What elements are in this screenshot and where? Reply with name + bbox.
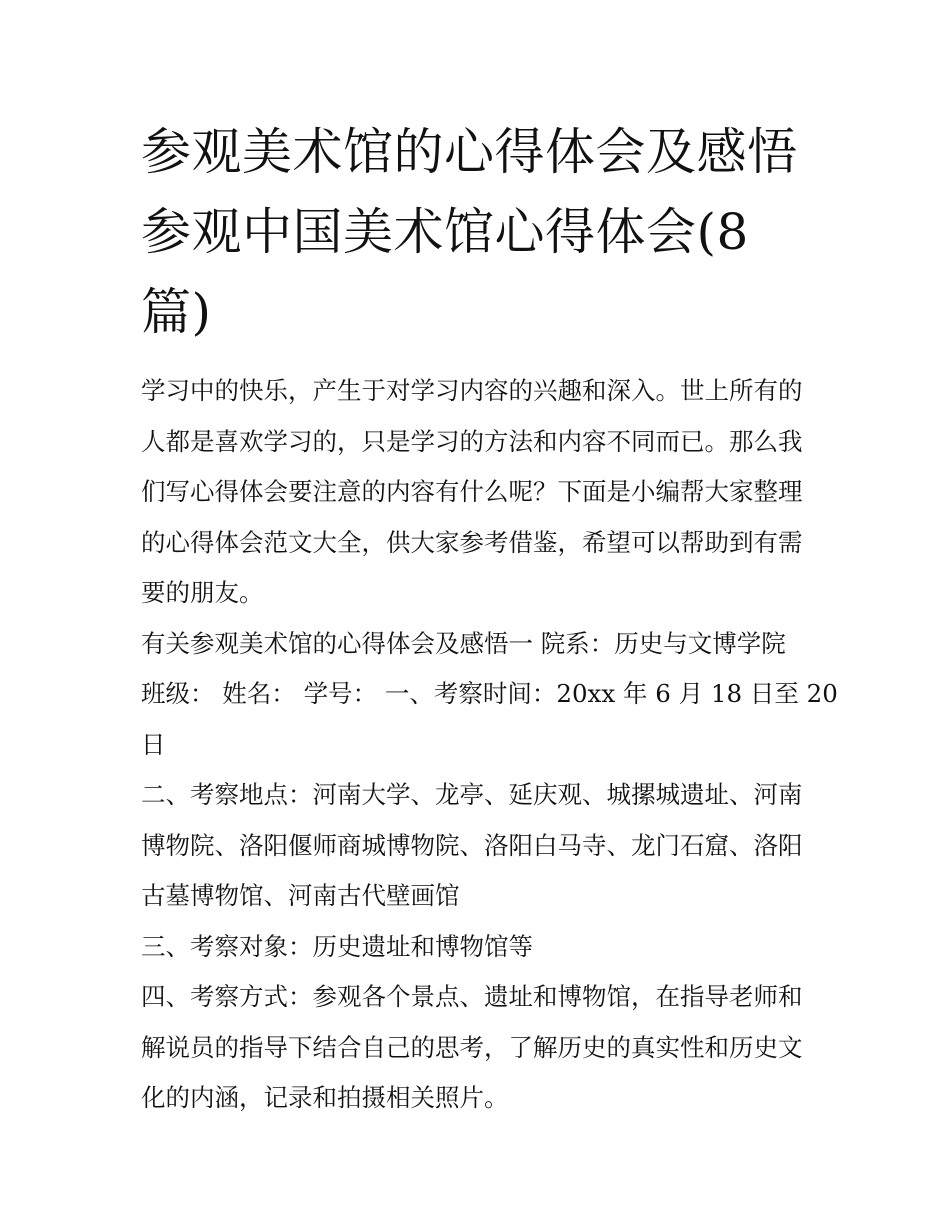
text-line: 学习中的快乐，产生于对学习内容的兴趣和深入。世上所有的 (141, 376, 803, 405)
text-line: 要的朋友。 (141, 578, 264, 607)
text-line: 班级： 姓名： 学号： 一、考察时间：20xx 年 6 月 18 日至 20 (141, 679, 838, 708)
text-line: 人都是喜欢学习的，只是学习的方法和内容不同而已。那么我 (141, 426, 803, 456)
text-line: 们写心得体会要注意的内容有什么呢？下面是小编帮大家整理 (141, 477, 803, 506)
text-line: 化的内涵，记录和拍摄相关照片。 (141, 1083, 509, 1112)
document-body (141, 366, 838, 1124)
text-line: 二、考察地点：河南大学、龙亭、延庆观、城摞城遗址、河南 (141, 780, 803, 809)
document-title (141, 112, 821, 352)
text-line: 博物院、洛阳偃师商城博物院、洛阳白马寺、龙门石窟、洛阳 (141, 830, 803, 860)
text-line: 有关参观美术馆的心得体会及感悟一 院系：历史与文博学院 (141, 628, 786, 658)
location-paragraph (141, 770, 821, 922)
header-info-paragraph (141, 619, 838, 771)
text-line: 的心得体会范文大全，供大家参考借鉴，希望可以帮助到有需 (141, 527, 803, 557)
title-line: 篇) (141, 283, 212, 341)
text-line: 古墓博物馆、河南古代壁画馆 (141, 881, 460, 910)
text-line: 四、考察方式：参观各个景点、遗址和博物馆，在指导老师和 (141, 982, 803, 1011)
text-line: 解说员的指导下结合自己的思考，了解历史的真实性和历史文 (141, 1032, 803, 1062)
title-line: 参观美术馆的心得体会及感悟 (141, 123, 798, 181)
title-line: 参观中国美术馆心得体会(8 (141, 203, 749, 261)
text-line: 日 (141, 729, 166, 759)
document-content (141, 112, 838, 1124)
text-line: 三、考察对象：历史遗址和博物馆等 (141, 931, 533, 961)
method-paragraph (141, 972, 821, 1124)
object-paragraph (141, 922, 821, 973)
intro-paragraph (141, 366, 821, 619)
